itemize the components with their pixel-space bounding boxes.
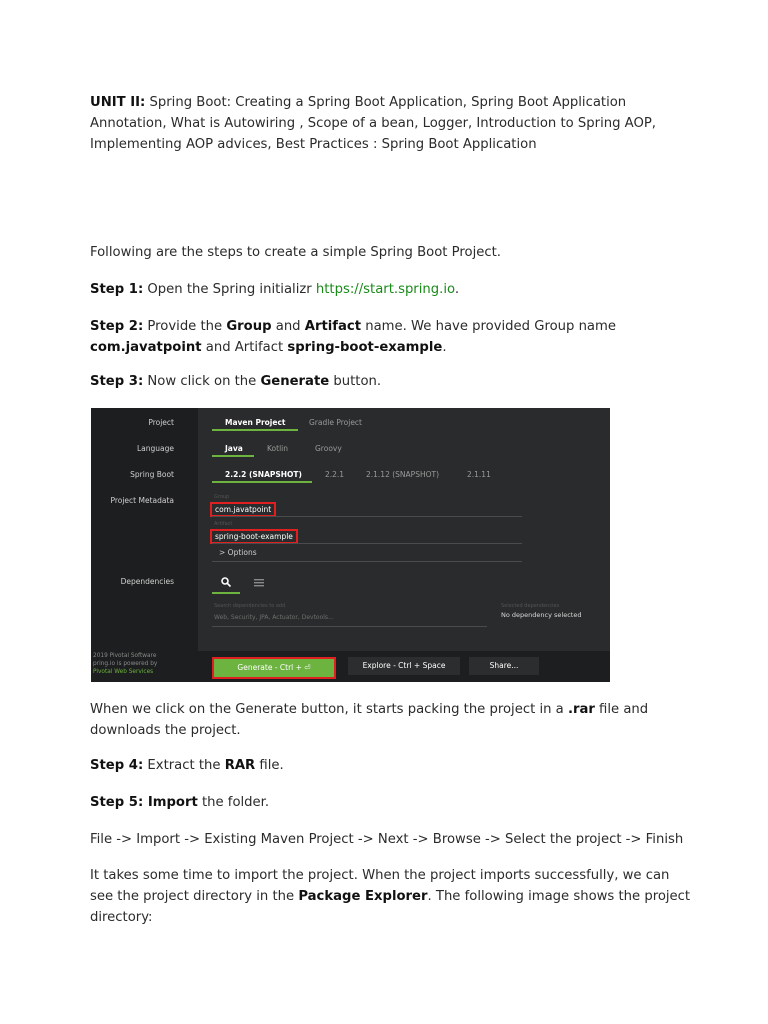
step-4-text-a: Extract the	[143, 758, 225, 773]
step-5	[90, 792, 693, 813]
final-text-a: It takes some time to import the project. When the project imports successfully, we can see the project directory in the	[90, 868, 670, 904]
selected-deps-label: Selected dependencies	[501, 603, 560, 609]
option-kotlin[interactable]: Kotlin	[267, 444, 288, 453]
artifact-input-highlighted[interactable]: spring-boot-example	[210, 529, 298, 544]
option-groovy[interactable]: Groovy	[315, 444, 342, 453]
import-bold: Import	[143, 795, 198, 810]
step-5-text: the folder.	[197, 795, 270, 810]
options-toggle[interactable]: > Options	[219, 548, 257, 557]
after-generate-text	[90, 699, 693, 741]
step-2-text-a: Provide the	[143, 319, 227, 334]
option-java[interactable]: Java	[225, 444, 243, 453]
option-maven-project[interactable]: Maven Project	[225, 418, 286, 427]
label-spring-boot: Spring Boot	[130, 470, 174, 479]
step-5-label: Step 5:	[90, 795, 144, 810]
artifact-field-line	[212, 543, 522, 544]
step-2-text-d: and Artifact	[201, 340, 288, 355]
generate-button[interactable]: Generate - Ctrl + ⏎	[212, 657, 336, 679]
label-project-metadata: Project Metadata	[110, 496, 174, 505]
after-text-b: file and downloads the project.	[90, 702, 649, 738]
import-path: File -> Import -> Existing Maven Project -> Next -> Browse -> Select the project -> Finish	[90, 832, 684, 847]
after-text-a: When we click on the Generate button, it starts packing the project in a	[90, 702, 568, 717]
dependency-search-input[interactable]: Web, Security, JPA, Actuator, Devtools...	[214, 614, 334, 621]
step-3-label: Step 3:	[90, 374, 144, 389]
package-explorer-bold: Package Explorer	[298, 889, 428, 904]
step-1	[90, 279, 693, 300]
step-3-text-b: button.	[329, 374, 382, 389]
option-boot-2111[interactable]: 2.1.11	[467, 470, 491, 479]
artifact-field-label: Artifact	[214, 521, 233, 527]
step-1-text: Open the Spring initializr	[143, 282, 316, 297]
unit-label: UNIT II:	[90, 95, 146, 110]
final-paragraph	[90, 865, 693, 928]
step-2-text-b: and	[271, 319, 305, 334]
step-4-text-b: file.	[255, 758, 284, 773]
boot-selected-underline	[212, 481, 312, 483]
label-dependencies: Dependencies	[120, 577, 174, 586]
search-line	[212, 626, 487, 627]
step-1-end: .	[454, 282, 460, 297]
step-3-text-a: Now click on the	[143, 374, 261, 389]
final-text-b: . The following image shows the project directory:	[90, 889, 691, 925]
group-field-line	[212, 516, 522, 517]
group-field-label: Group	[214, 494, 230, 500]
step-3	[90, 371, 693, 392]
step-2	[90, 316, 693, 358]
java-selected-underline	[212, 455, 254, 457]
copyright-line-3[interactable]: Pivotal Web Services	[93, 669, 154, 675]
group-bold: Group	[226, 319, 272, 334]
step-4-label: Step 4:	[90, 758, 144, 773]
generate-bold: Generate	[260, 374, 330, 389]
label-project: Project	[148, 418, 174, 427]
option-boot-222[interactable]: 2.2.2 (SNAPSHOT)	[225, 470, 302, 479]
list-icon[interactable]	[254, 579, 264, 587]
option-boot-221[interactable]: 2.2.1	[325, 470, 345, 479]
unit-heading	[90, 92, 693, 155]
unit-topics: Spring Boot: Creating a Spring Boot Application, Spring Boot Application Annotation, What is Autowiring , Scope of a bean, Logger, Introduction to Spring AOP, Implementing AOP advices, Best Practices : Spring Boot Application	[90, 95, 656, 152]
search-deps-hint: Search dependencies to add	[214, 603, 286, 609]
maven-selected-underline	[212, 429, 298, 431]
group-value: com.javatpoint	[90, 340, 202, 355]
step-2-end: .	[442, 340, 447, 355]
intro-text: Following are the steps to create a simple Spring Boot Project.	[90, 245, 501, 260]
search-icon	[220, 576, 232, 588]
share-button[interactable]: Share...	[469, 657, 539, 675]
artifact-bold: Artifact	[304, 319, 362, 334]
explore-button[interactable]: Explore - Ctrl + Space	[348, 657, 460, 675]
step-2-label: Step 2:	[90, 319, 144, 334]
copyright-line-1: 2019 Pivotal Software	[93, 653, 157, 659]
step-4	[90, 755, 693, 776]
option-gradle-project[interactable]: Gradle Project	[309, 418, 362, 427]
group-input-highlighted[interactable]: com.javatpoint	[210, 502, 276, 517]
search-tab[interactable]	[212, 572, 240, 594]
rar-file-bold: RAR	[224, 758, 256, 773]
start-spring-link[interactable]: https://start.spring.io	[315, 282, 455, 297]
rar-bold: .rar	[567, 702, 595, 717]
option-boot-2112[interactable]: 2.1.12 (SNAPSHOT)	[366, 470, 440, 479]
copyright-line-2: pring.io is powered by	[93, 661, 158, 667]
spring-initializr-screenshot	[91, 408, 610, 682]
step-1-label: Step 1:	[90, 282, 144, 297]
step-2-text-c: name. We have provided Group name	[361, 319, 616, 334]
no-dependency-text: No dependency selected	[501, 611, 582, 619]
label-language: Language	[136, 444, 174, 453]
artifact-value: spring-boot-example	[287, 340, 443, 355]
options-line	[212, 561, 522, 562]
